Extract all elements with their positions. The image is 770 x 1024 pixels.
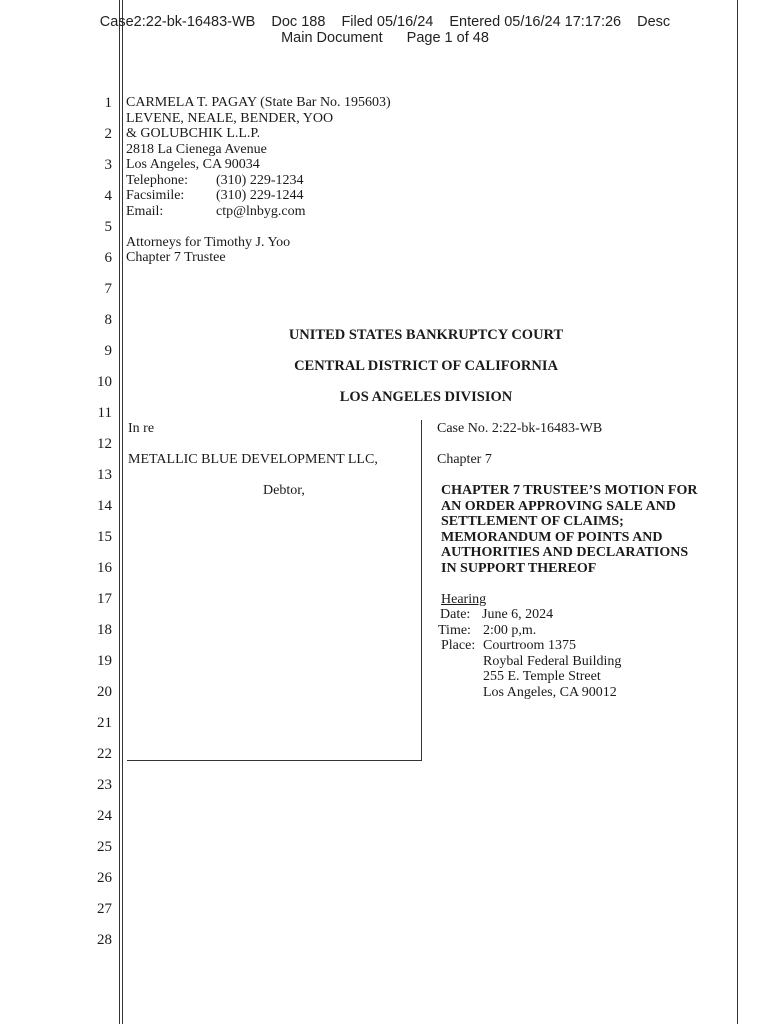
header-page: Page 1 of 48: [406, 30, 489, 46]
line-number: 4: [104, 188, 112, 204]
line-number: 11: [97, 405, 112, 421]
line-number: 27: [97, 901, 112, 917]
line-number: 6: [104, 250, 112, 266]
line-number: 21: [97, 715, 112, 731]
email-row: [126, 204, 306, 220]
motion-title-line: MEMORANDUM OF POINTS AND: [441, 529, 663, 545]
caption-box-bottom-border: [127, 760, 422, 761]
debtor-label: Debtor,: [263, 483, 305, 498]
line-number: 24: [97, 808, 112, 824]
header-doc: Doc 188: [271, 14, 326, 30]
telephone-label: Telephone:: [126, 172, 188, 188]
motion-title-line: SETTLEMENT OF CLAIMS;: [441, 514, 624, 529]
hearing-date-label: Date:: [440, 607, 471, 622]
court-district: CENTRAL DISTRICT OF CALIFORNIA: [294, 358, 558, 374]
address-line-1: 2818 La Cienega Avenue: [126, 141, 267, 157]
case-number: Case No. 2:22-bk-16483-WB: [437, 421, 603, 436]
facsimile-label: Facsimile:: [126, 188, 185, 203]
hearing-place-label: Place:: [441, 638, 476, 653]
hearing-time: 2:00 p,m.: [483, 622, 537, 638]
header-main-document: Main Document: [281, 30, 383, 46]
line-number: 2: [104, 126, 112, 142]
line-number: 23: [97, 777, 112, 793]
line-number: 26: [97, 870, 112, 886]
right-margin-rule: [737, 0, 738, 1024]
line-number: 18: [97, 622, 112, 638]
line-number: 15: [97, 529, 112, 545]
line-number: 19: [97, 653, 112, 669]
ecf-header: [0, 14, 770, 46]
line-number: 17: [97, 591, 112, 607]
line-number: 5: [104, 219, 112, 235]
hearing-place-line: Courtroom 1375: [483, 638, 576, 653]
hearing-place-line: Los Angeles, CA 90012: [483, 684, 617, 700]
header-entered: Entered 05/16/24 17:17:26: [449, 14, 622, 30]
hearing-place-line: Roybal Federal Building: [483, 653, 622, 669]
hearing-place-line: 255 E. Temple Street: [483, 669, 601, 684]
motion-title-line: IN SUPPORT THEREOF: [441, 560, 597, 576]
motion-title-line: AN ORDER APPROVING SALE AND: [441, 498, 676, 514]
motion-title-line: CHAPTER 7 TRUSTEE’S MOTION FOR: [441, 483, 698, 498]
chapter: Chapter 7: [437, 452, 492, 467]
line-number: 22: [97, 746, 112, 762]
header-desc: Desc: [637, 14, 671, 30]
court-name: UNITED STATES BANKRUPTCY COURT: [288, 327, 564, 343]
line-number: 10: [97, 374, 112, 390]
hearing-heading-text: Hearing: [441, 591, 487, 607]
hearing-place-row: [441, 638, 576, 654]
line-number: 13: [97, 467, 112, 483]
trustee-role: Chapter 7 Trustee: [126, 250, 226, 265]
court-division: LOS ANGELES DIVISION: [339, 389, 513, 405]
firm-line-2: & GOLUBCHIK L.L.P.: [126, 126, 261, 141]
address-line-2: Los Angeles, CA 90034: [126, 157, 260, 172]
line-number: 7: [104, 281, 112, 297]
line-number: 1: [104, 95, 112, 111]
header-case-no: 2:22-bk-16483-WB: [133, 14, 256, 30]
email-label: Email:: [126, 203, 164, 219]
line-number: 25: [97, 839, 112, 855]
attorney-name: CARMELA T. PAGAY (State Bar No. 195603): [126, 95, 391, 110]
telephone-value: (310) 229-1234: [216, 172, 304, 188]
line-number: 28: [97, 932, 112, 948]
left-margin-rule-1: [119, 0, 120, 1024]
header-filed: Filed 05/16/24: [341, 14, 434, 30]
in-re: In re: [128, 421, 155, 436]
line-number: 20: [97, 684, 112, 700]
line-number: 9: [104, 343, 112, 359]
facsimile-value: (310) 229-1244: [216, 188, 304, 203]
hearing-time-label: Time:: [438, 622, 471, 638]
attorneys-for: Attorneys for Timothy J. Yoo: [126, 234, 291, 250]
caption-box-right-border: [421, 420, 422, 761]
line-number: 8: [104, 312, 112, 328]
hearing-date-row: [440, 607, 553, 623]
left-margin-rule-2: [122, 0, 123, 1024]
line-number: 12: [97, 436, 112, 452]
firm-line-1: LEVENE, NEALE, BENDER, YOO: [126, 110, 334, 126]
email-value: ctp@lnbyg.com: [216, 203, 306, 219]
line-number: 14: [97, 498, 112, 514]
facsimile-row: [126, 188, 304, 204]
hearing-date: June 6, 2024: [482, 607, 554, 622]
hearing-heading: [441, 592, 486, 608]
telephone-row: [126, 173, 304, 189]
debtor-name: METALLIC BLUE DEVELOPMENT LLC,: [128, 452, 378, 467]
line-number: 16: [97, 560, 112, 576]
line-number: 3: [104, 157, 112, 173]
header-case-prefix: Case: [99, 14, 134, 30]
motion-title-line: AUTHORITIES AND DECLARATIONS: [441, 545, 689, 560]
hearing-time-row: [438, 623, 536, 639]
